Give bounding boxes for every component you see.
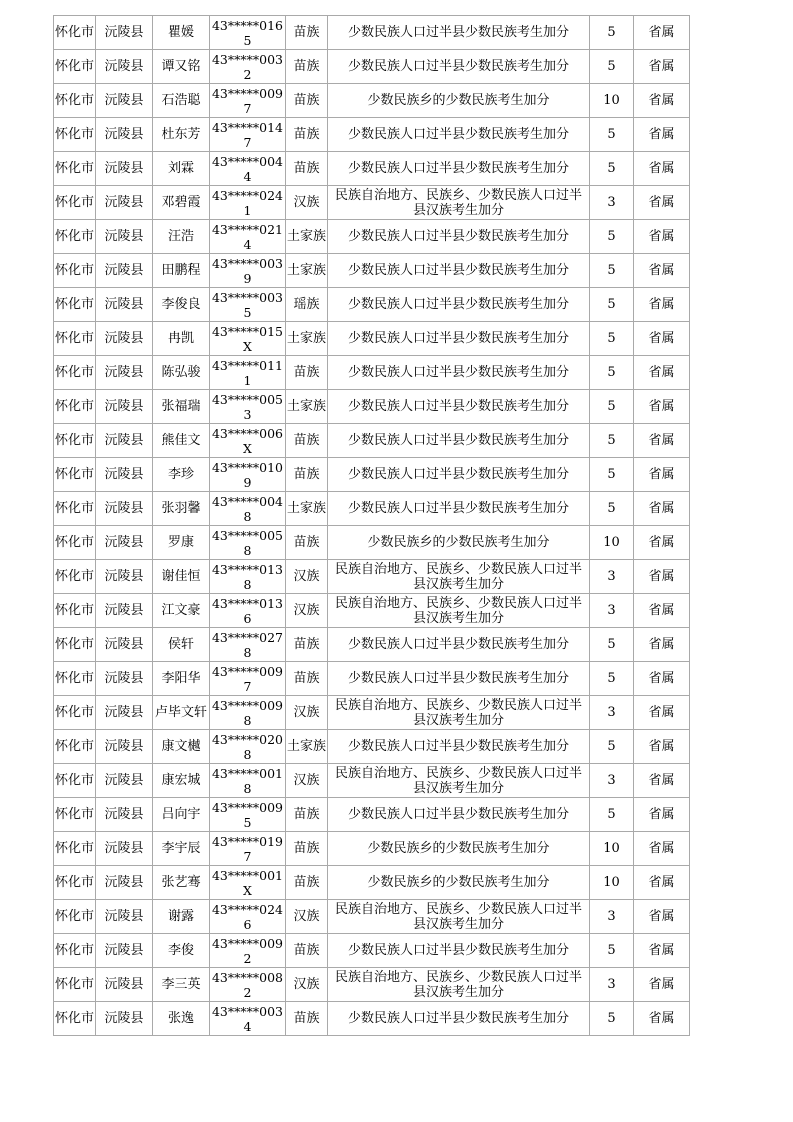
ethnicity-cell: 苗族 [286, 662, 328, 696]
city-cell: 怀化市 [54, 900, 96, 934]
bonus-points-cell: 5 [590, 152, 634, 186]
id-number-cell: 43*****0097 [210, 662, 286, 696]
county-cell: 沅陵县 [96, 16, 153, 50]
table-row [54, 458, 690, 492]
level-cell: 省属 [634, 356, 690, 390]
bonus-reason-cell: 少数民族乡的少数民族考生加分 [328, 84, 590, 118]
city-cell: 怀化市 [54, 220, 96, 254]
level-cell: 省属 [634, 594, 690, 628]
bonus-reason-cell: 少数民族人口过半县少数民族考生加分 [328, 730, 590, 764]
bonus-points-cell: 5 [590, 356, 634, 390]
bonus-reason-cell: 少数民族人口过半县少数民族考生加分 [328, 118, 590, 152]
bonus-reason-cell: 少数民族人口过半县少数民族考生加分 [328, 356, 590, 390]
bonus-points-cell: 3 [590, 900, 634, 934]
name-cell: 吕向宇 [153, 798, 210, 832]
ethnicity-cell: 汉族 [286, 186, 328, 220]
county-cell: 沅陵县 [96, 492, 153, 526]
level-cell: 省属 [634, 628, 690, 662]
county-cell: 沅陵县 [96, 322, 153, 356]
bonus-reason-cell: 少数民族人口过半县少数民族考生加分 [328, 50, 590, 84]
city-cell: 怀化市 [54, 118, 96, 152]
city-cell: 怀化市 [54, 424, 96, 458]
ethnicity-cell: 汉族 [286, 560, 328, 594]
bonus-points-cell: 5 [590, 118, 634, 152]
county-cell: 沅陵县 [96, 152, 153, 186]
level-cell: 省属 [634, 968, 690, 1002]
county-cell: 沅陵县 [96, 560, 153, 594]
bonus-points-cell: 5 [590, 730, 634, 764]
bonus-points-cell: 3 [590, 594, 634, 628]
level-cell: 省属 [634, 424, 690, 458]
bonus-reason-cell: 少数民族人口过半县少数民族考生加分 [328, 662, 590, 696]
id-number-cell: 43*****0136 [210, 594, 286, 628]
ethnicity-cell: 苗族 [286, 934, 328, 968]
bonus-points-cell: 5 [590, 424, 634, 458]
level-cell: 省属 [634, 492, 690, 526]
level-cell: 省属 [634, 458, 690, 492]
ethnicity-cell: 汉族 [286, 594, 328, 628]
id-number-cell: 43*****0111 [210, 356, 286, 390]
bonus-points-cell: 5 [590, 288, 634, 322]
county-cell: 沅陵县 [96, 866, 153, 900]
id-number-cell: 43*****0165 [210, 16, 286, 50]
bonus-reason-cell: 少数民族人口过半县少数民族考生加分 [328, 254, 590, 288]
city-cell: 怀化市 [54, 1002, 96, 1036]
bonus-reason-cell: 少数民族人口过半县少数民族考生加分 [328, 424, 590, 458]
bonus-points-cell: 5 [590, 934, 634, 968]
bonus-points-cell: 3 [590, 696, 634, 730]
id-number-cell: 43*****0097 [210, 84, 286, 118]
bonus-reason-cell: 少数民族乡的少数民族考生加分 [328, 526, 590, 560]
name-cell: 田鹏程 [153, 254, 210, 288]
bonus-reason-cell: 民族自治地方、民族乡、少数民族人口过半县汉族考生加分 [328, 696, 590, 730]
bonus-reason-cell: 民族自治地方、民族乡、少数民族人口过半县汉族考生加分 [328, 764, 590, 798]
bonus-reason-cell: 少数民族人口过半县少数民族考生加分 [328, 798, 590, 832]
table-row [54, 152, 690, 186]
ethnicity-cell: 苗族 [286, 526, 328, 560]
bonus-reason-cell: 民族自治地方、民族乡、少数民族人口过半县汉族考生加分 [328, 594, 590, 628]
bonus-points-table [53, 15, 690, 1036]
ethnicity-cell: 苗族 [286, 16, 328, 50]
id-number-cell: 43*****0095 [210, 798, 286, 832]
ethnicity-cell: 汉族 [286, 900, 328, 934]
bonus-reason-cell: 少数民族乡的少数民族考生加分 [328, 866, 590, 900]
bonus-reason-cell: 民族自治地方、民族乡、少数民族人口过半县汉族考生加分 [328, 968, 590, 1002]
county-cell: 沅陵县 [96, 254, 153, 288]
level-cell: 省属 [634, 662, 690, 696]
county-cell: 沅陵县 [96, 662, 153, 696]
city-cell: 怀化市 [54, 696, 96, 730]
name-cell: 谢露 [153, 900, 210, 934]
table-row [54, 730, 690, 764]
bonus-reason-cell: 少数民族人口过半县少数民族考生加分 [328, 628, 590, 662]
bonus-points-cell: 5 [590, 390, 634, 424]
level-cell: 省属 [634, 730, 690, 764]
table-row [54, 424, 690, 458]
ethnicity-cell: 汉族 [286, 968, 328, 1002]
level-cell: 省属 [634, 934, 690, 968]
id-number-cell: 43*****0278 [210, 628, 286, 662]
id-number-cell: 43*****0098 [210, 696, 286, 730]
county-cell: 沅陵县 [96, 900, 153, 934]
county-cell: 沅陵县 [96, 186, 153, 220]
name-cell: 侯轩 [153, 628, 210, 662]
county-cell: 沅陵县 [96, 798, 153, 832]
ethnicity-cell: 苗族 [286, 50, 328, 84]
city-cell: 怀化市 [54, 764, 96, 798]
ethnicity-cell: 汉族 [286, 696, 328, 730]
bonus-points-cell: 3 [590, 560, 634, 594]
level-cell: 省属 [634, 322, 690, 356]
level-cell: 省属 [634, 866, 690, 900]
table-row [54, 254, 690, 288]
city-cell: 怀化市 [54, 730, 96, 764]
id-number-cell: 43*****0246 [210, 900, 286, 934]
county-cell: 沅陵县 [96, 356, 153, 390]
name-cell: 康宏城 [153, 764, 210, 798]
id-number-cell: 43*****001X [210, 866, 286, 900]
bonus-points-cell: 5 [590, 220, 634, 254]
ethnicity-cell: 苗族 [286, 798, 328, 832]
city-cell: 怀化市 [54, 356, 96, 390]
bonus-reason-cell: 民族自治地方、民族乡、少数民族人口过半县汉族考生加分 [328, 560, 590, 594]
name-cell: 邓碧霞 [153, 186, 210, 220]
bonus-points-cell: 3 [590, 968, 634, 1002]
level-cell: 省属 [634, 50, 690, 84]
table-row [54, 560, 690, 594]
bonus-reason-cell: 少数民族人口过半县少数民族考生加分 [328, 492, 590, 526]
name-cell: 罗康 [153, 526, 210, 560]
city-cell: 怀化市 [54, 832, 96, 866]
table-row [54, 526, 690, 560]
table-row [54, 798, 690, 832]
ethnicity-cell: 苗族 [286, 866, 328, 900]
city-cell: 怀化市 [54, 288, 96, 322]
id-number-cell: 43*****006X [210, 424, 286, 458]
level-cell: 省属 [634, 152, 690, 186]
city-cell: 怀化市 [54, 662, 96, 696]
bonus-points-cell: 10 [590, 526, 634, 560]
ethnicity-cell: 苗族 [286, 458, 328, 492]
ethnicity-cell: 苗族 [286, 152, 328, 186]
bonus-reason-cell: 少数民族人口过半县少数民族考生加分 [328, 390, 590, 424]
city-cell: 怀化市 [54, 934, 96, 968]
id-number-cell: 43*****015X [210, 322, 286, 356]
bonus-points-cell: 5 [590, 16, 634, 50]
name-cell: 汪浩 [153, 220, 210, 254]
name-cell: 康文樾 [153, 730, 210, 764]
id-number-cell: 43*****0241 [210, 186, 286, 220]
ethnicity-cell: 苗族 [286, 424, 328, 458]
name-cell: 刘霖 [153, 152, 210, 186]
name-cell: 李俊良 [153, 288, 210, 322]
bonus-reason-cell: 民族自治地方、民族乡、少数民族人口过半县汉族考生加分 [328, 186, 590, 220]
city-cell: 怀化市 [54, 968, 96, 1002]
table-row [54, 220, 690, 254]
bonus-points-cell: 10 [590, 832, 634, 866]
county-cell: 沅陵县 [96, 526, 153, 560]
name-cell: 谢佳恒 [153, 560, 210, 594]
county-cell: 沅陵县 [96, 934, 153, 968]
table-row [54, 934, 690, 968]
id-number-cell: 43*****0138 [210, 560, 286, 594]
bonus-reason-cell: 少数民族人口过半县少数民族考生加分 [328, 220, 590, 254]
county-cell: 沅陵县 [96, 1002, 153, 1036]
id-number-cell: 43*****0018 [210, 764, 286, 798]
bonus-points-cell: 5 [590, 492, 634, 526]
ethnicity-cell: 苗族 [286, 1002, 328, 1036]
level-cell: 省属 [634, 1002, 690, 1036]
county-cell: 沅陵县 [96, 390, 153, 424]
id-number-cell: 43*****0044 [210, 152, 286, 186]
bonus-points-cell: 5 [590, 50, 634, 84]
bonus-reason-cell: 少数民族人口过半县少数民族考生加分 [328, 288, 590, 322]
bonus-reason-cell: 少数民族人口过半县少数民族考生加分 [328, 16, 590, 50]
table-row [54, 84, 690, 118]
name-cell: 石浩聪 [153, 84, 210, 118]
table-row [54, 662, 690, 696]
city-cell: 怀化市 [54, 526, 96, 560]
name-cell: 杜东芳 [153, 118, 210, 152]
ethnicity-cell: 土家族 [286, 220, 328, 254]
id-number-cell: 43*****0092 [210, 934, 286, 968]
id-number-cell: 43*****0147 [210, 118, 286, 152]
county-cell: 沅陵县 [96, 594, 153, 628]
name-cell: 李阳华 [153, 662, 210, 696]
bonus-reason-cell: 少数民族人口过半县少数民族考生加分 [328, 458, 590, 492]
level-cell: 省属 [634, 900, 690, 934]
table-row [54, 832, 690, 866]
county-cell: 沅陵县 [96, 458, 153, 492]
city-cell: 怀化市 [54, 254, 96, 288]
bonus-reason-cell: 少数民族人口过半县少数民族考生加分 [328, 152, 590, 186]
name-cell: 冉凯 [153, 322, 210, 356]
city-cell: 怀化市 [54, 628, 96, 662]
table-row [54, 288, 690, 322]
county-cell: 沅陵县 [96, 424, 153, 458]
bonus-points-cell: 10 [590, 84, 634, 118]
county-cell: 沅陵县 [96, 220, 153, 254]
name-cell: 熊佳文 [153, 424, 210, 458]
name-cell: 谭又铭 [153, 50, 210, 84]
city-cell: 怀化市 [54, 50, 96, 84]
level-cell: 省属 [634, 526, 690, 560]
table-row [54, 16, 690, 50]
table-row [54, 696, 690, 730]
ethnicity-cell: 苗族 [286, 628, 328, 662]
name-cell: 李珍 [153, 458, 210, 492]
name-cell: 张羽馨 [153, 492, 210, 526]
level-cell: 省属 [634, 186, 690, 220]
table-row [54, 628, 690, 662]
county-cell: 沅陵县 [96, 628, 153, 662]
id-number-cell: 43*****0032 [210, 50, 286, 84]
ethnicity-cell: 瑶族 [286, 288, 328, 322]
level-cell: 省属 [634, 560, 690, 594]
ethnicity-cell: 土家族 [286, 730, 328, 764]
table-row [54, 866, 690, 900]
county-cell: 沅陵县 [96, 832, 153, 866]
bonus-points-cell: 5 [590, 1002, 634, 1036]
name-cell: 张艺骞 [153, 866, 210, 900]
ethnicity-cell: 苗族 [286, 84, 328, 118]
name-cell: 陈弘骏 [153, 356, 210, 390]
level-cell: 省属 [634, 390, 690, 424]
ethnicity-cell: 苗族 [286, 118, 328, 152]
county-cell: 沅陵县 [96, 50, 153, 84]
name-cell: 李三英 [153, 968, 210, 1002]
table-row [54, 594, 690, 628]
id-number-cell: 43*****0082 [210, 968, 286, 1002]
city-cell: 怀化市 [54, 594, 96, 628]
ethnicity-cell: 土家族 [286, 322, 328, 356]
table-row [54, 322, 690, 356]
ethnicity-cell: 土家族 [286, 390, 328, 424]
name-cell: 张逸 [153, 1002, 210, 1036]
table-row [54, 186, 690, 220]
city-cell: 怀化市 [54, 458, 96, 492]
city-cell: 怀化市 [54, 560, 96, 594]
id-number-cell: 43*****0058 [210, 526, 286, 560]
bonus-points-cell: 5 [590, 798, 634, 832]
id-number-cell: 43*****0035 [210, 288, 286, 322]
bonus-reason-cell: 少数民族人口过半县少数民族考生加分 [328, 322, 590, 356]
bonus-points-cell: 5 [590, 254, 634, 288]
city-cell: 怀化市 [54, 866, 96, 900]
city-cell: 怀化市 [54, 798, 96, 832]
name-cell: 卢毕文轩 [153, 696, 210, 730]
level-cell: 省属 [634, 832, 690, 866]
id-number-cell: 43*****0214 [210, 220, 286, 254]
bonus-reason-cell: 少数民族人口过半县少数民族考生加分 [328, 934, 590, 968]
level-cell: 省属 [634, 84, 690, 118]
table-row [54, 968, 690, 1002]
county-cell: 沅陵县 [96, 118, 153, 152]
table-row [54, 356, 690, 390]
bonus-points-cell: 3 [590, 764, 634, 798]
county-cell: 沅陵县 [96, 696, 153, 730]
ethnicity-cell: 土家族 [286, 492, 328, 526]
table-body [54, 16, 690, 1036]
level-cell: 省属 [634, 764, 690, 798]
level-cell: 省属 [634, 696, 690, 730]
city-cell: 怀化市 [54, 322, 96, 356]
id-number-cell: 43*****0197 [210, 832, 286, 866]
table-row [54, 764, 690, 798]
id-number-cell: 43*****0208 [210, 730, 286, 764]
county-cell: 沅陵县 [96, 968, 153, 1002]
bonus-reason-cell: 民族自治地方、民族乡、少数民族人口过半县汉族考生加分 [328, 900, 590, 934]
city-cell: 怀化市 [54, 16, 96, 50]
bonus-points-cell: 10 [590, 866, 634, 900]
table-row [54, 390, 690, 424]
level-cell: 省属 [634, 288, 690, 322]
ethnicity-cell: 苗族 [286, 832, 328, 866]
bonus-points-cell: 5 [590, 458, 634, 492]
bonus-points-cell: 5 [590, 628, 634, 662]
ethnicity-cell: 汉族 [286, 764, 328, 798]
bonus-reason-cell: 少数民族人口过半县少数民族考生加分 [328, 1002, 590, 1036]
bonus-points-cell: 5 [590, 322, 634, 356]
level-cell: 省属 [634, 118, 690, 152]
city-cell: 怀化市 [54, 152, 96, 186]
name-cell: 瞿媛 [153, 16, 210, 50]
level-cell: 省属 [634, 16, 690, 50]
name-cell: 李宇辰 [153, 832, 210, 866]
table-row [54, 1002, 690, 1036]
city-cell: 怀化市 [54, 84, 96, 118]
id-number-cell: 43*****0053 [210, 390, 286, 424]
name-cell: 江文豪 [153, 594, 210, 628]
county-cell: 沅陵县 [96, 84, 153, 118]
table-row [54, 900, 690, 934]
county-cell: 沅陵县 [96, 764, 153, 798]
id-number-cell: 43*****0109 [210, 458, 286, 492]
id-number-cell: 43*****0034 [210, 1002, 286, 1036]
level-cell: 省属 [634, 798, 690, 832]
county-cell: 沅陵县 [96, 730, 153, 764]
table-row [54, 118, 690, 152]
ethnicity-cell: 苗族 [286, 356, 328, 390]
city-cell: 怀化市 [54, 492, 96, 526]
id-number-cell: 43*****0048 [210, 492, 286, 526]
county-cell: 沅陵县 [96, 288, 153, 322]
city-cell: 怀化市 [54, 390, 96, 424]
bonus-points-cell: 5 [590, 662, 634, 696]
ethnicity-cell: 土家族 [286, 254, 328, 288]
table-row [54, 492, 690, 526]
name-cell: 张福瑞 [153, 390, 210, 424]
bonus-points-cell: 3 [590, 186, 634, 220]
id-number-cell: 43*****0039 [210, 254, 286, 288]
bonus-reason-cell: 少数民族乡的少数民族考生加分 [328, 832, 590, 866]
level-cell: 省属 [634, 254, 690, 288]
table-row [54, 50, 690, 84]
name-cell: 李俊 [153, 934, 210, 968]
city-cell: 怀化市 [54, 186, 96, 220]
level-cell: 省属 [634, 220, 690, 254]
